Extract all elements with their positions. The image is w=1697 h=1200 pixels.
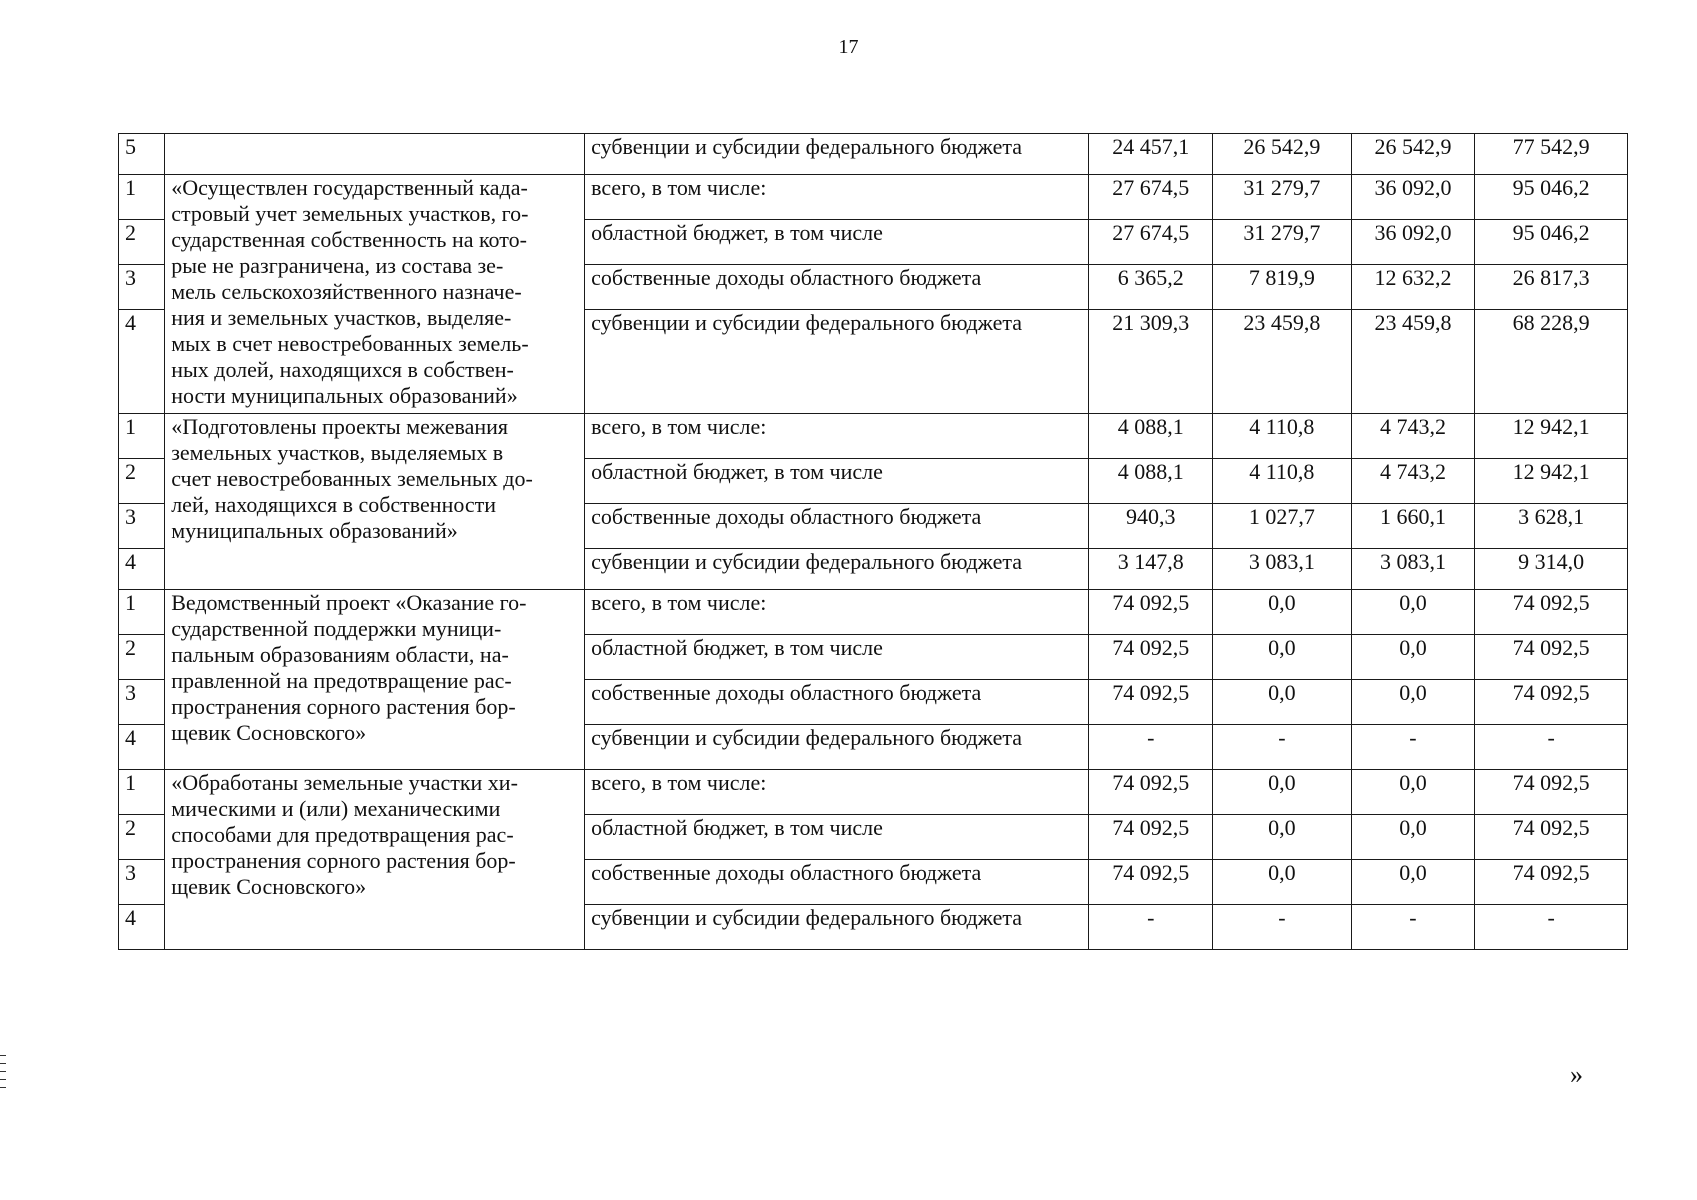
value-cell: 0,0 [1213,680,1352,725]
value-cell: 0,0 [1213,815,1352,860]
activity-name-line: «Осуществлен государственный када- [171,175,528,200]
activity-name-line: пальным образованиям области, на- [171,642,509,667]
value-cell: 27 674,5 [1089,220,1213,265]
row-number: 2 [119,220,165,265]
funding-source: собственные доходы областного бюджета [585,265,1089,310]
activity-name-line: пространения сорного растения бор- [171,694,516,719]
value-cell: 4 110,8 [1213,459,1352,504]
row-number: 5 [119,134,165,175]
value-cell: 9 314,0 [1475,549,1628,590]
value-cell: 27 674,5 [1089,175,1213,220]
value-cell: 26 542,9 [1351,134,1475,175]
value-cell: 7 819,9 [1213,265,1352,310]
value-cell: 0,0 [1351,815,1475,860]
value-cell: 4 110,8 [1213,414,1352,459]
value-cell: 74 092,5 [1475,770,1628,815]
value-cell: 1 027,7 [1213,504,1352,549]
value-cell: 0,0 [1351,860,1475,905]
activity-name-line: сударственной поддержки муници- [171,616,502,641]
funding-source: областной бюджет, в том числе [585,459,1089,504]
activity-name-line: правленной на предотвращение рас- [171,668,512,693]
value-cell: 36 092,0 [1351,220,1475,265]
value-cell: 74 092,5 [1089,680,1213,725]
row-number: 4 [119,725,165,770]
funding-source: субвенции и субсидии федерального бюджета [585,549,1089,590]
value-cell: 74 092,5 [1089,770,1213,815]
row-number: 4 [119,549,165,590]
activity-name-line: щевик Сосновского» [171,720,367,745]
activity-name [165,590,585,770]
scan-edge-marks [0,1055,6,1095]
row-number: 2 [119,635,165,680]
activity-name-line: Ведомственный проект «Оказание го- [171,590,527,615]
value-cell: 74 092,5 [1475,680,1628,725]
row-number: 3 [119,680,165,725]
funding-source: всего, в том числе: [585,175,1089,220]
value-cell: 3 628,1 [1475,504,1628,549]
value-cell: 31 279,7 [1213,175,1352,220]
value-cell: 0,0 [1351,635,1475,680]
activity-name-line: ности муниципальных образований» [171,383,518,408]
table-row [119,590,1628,635]
funding-source: собственные доходы областного бюджета [585,860,1089,905]
value-cell: 4 088,1 [1089,459,1213,504]
activity-name-line: рые не разграничена, из состава зе- [171,253,504,278]
value-cell: 95 046,2 [1475,175,1628,220]
value-cell: 74 092,5 [1475,860,1628,905]
value-cell: - [1475,725,1628,770]
page-number: 17 [838,36,859,58]
value-cell: 3 083,1 [1351,549,1475,590]
value-cell: 23 459,8 [1213,310,1352,414]
table-body [119,134,1628,950]
value-cell: 24 457,1 [1089,134,1213,175]
activity-name [165,770,585,950]
activity-name [165,414,585,590]
funding-source: субвенции и субсидии федерального бюджета [585,310,1089,414]
value-cell: 3 147,8 [1089,549,1213,590]
activity-name [165,175,585,414]
value-cell: 12 942,1 [1475,414,1628,459]
value-cell: 0,0 [1213,635,1352,680]
activity-name-line: мых в счет невостребованных земель- [171,331,529,356]
activity-name-line: ных долей, находящихся в собствен- [171,357,514,382]
value-cell: 1 660,1 [1351,504,1475,549]
funding-source: областной бюджет, в том числе [585,635,1089,680]
row-number: 1 [119,414,165,459]
value-cell: - [1475,905,1628,950]
value-cell: - [1089,725,1213,770]
activity-name-line: стровый учет земельных участков, го- [171,201,529,226]
funding-source: собственные доходы областного бюджета [585,680,1089,725]
value-cell: 74 092,5 [1089,860,1213,905]
activity-name-line: щевик Сосновского» [171,874,367,899]
value-cell: 74 092,5 [1475,590,1628,635]
value-cell: 4 743,2 [1351,414,1475,459]
value-cell: 0,0 [1351,590,1475,635]
funding-source: субвенции и субсидии федерального бюджета [585,905,1089,950]
row-number: 2 [119,459,165,504]
activity-name-line: «Обработаны земельные участки хи- [171,770,518,795]
value-cell: 0,0 [1351,680,1475,725]
value-cell: 21 309,3 [1089,310,1213,414]
value-cell: 77 542,9 [1475,134,1628,175]
activity-name-line: ния и земельных участков, выделяе- [171,305,512,330]
row-number: 3 [119,265,165,310]
funding-source: областной бюджет, в том числе [585,815,1089,860]
value-cell: - [1213,905,1352,950]
value-cell: 23 459,8 [1351,310,1475,414]
value-cell: 0,0 [1213,860,1352,905]
value-cell: 74 092,5 [1089,590,1213,635]
value-cell: 26 542,9 [1213,134,1352,175]
activity-name-line: муниципальных образований» [171,518,458,543]
activity-name-line: мель сельскохозяйственного назначе- [171,279,522,304]
value-cell: - [1351,905,1475,950]
table-row [119,175,1628,220]
activity-name-line: «Подготовлены проекты межевания [171,414,509,439]
activity-name-line: мическими и (или) механическими [171,796,501,821]
value-cell: 12 632,2 [1351,265,1475,310]
activity-name-line: счет невостребованных земельных до- [171,466,533,491]
value-cell: 4 088,1 [1089,414,1213,459]
value-cell: - [1351,725,1475,770]
value-cell: 74 092,5 [1475,635,1628,680]
value-cell: 0,0 [1351,770,1475,815]
value-cell: 36 092,0 [1351,175,1475,220]
funding-source: всего, в том числе: [585,590,1089,635]
value-cell: - [1213,725,1352,770]
value-cell: 95 046,2 [1475,220,1628,265]
row-number: 1 [119,590,165,635]
table-row [119,414,1628,459]
budget-table [118,133,1628,950]
row-number: 1 [119,770,165,815]
funding-source: субвенции и субсидии федерального бюджета [585,725,1089,770]
funding-source: собственные доходы областного бюджета [585,504,1089,549]
row-number: 4 [119,310,165,414]
row-number: 1 [119,175,165,220]
value-cell: 0,0 [1213,590,1352,635]
funding-source: субвенции и субсидии федерального бюджета [585,134,1089,175]
value-cell: 0,0 [1213,770,1352,815]
value-cell: 940,3 [1089,504,1213,549]
activity-name-line: пространения сорного растения бор- [171,848,516,873]
funding-source: всего, в том числе: [585,770,1089,815]
table-row [119,770,1628,815]
row-number: 3 [119,860,165,905]
funding-source: областной бюджет, в том числе [585,220,1089,265]
value-cell: 74 092,5 [1089,815,1213,860]
value-cell: 31 279,7 [1213,220,1352,265]
activity-name-line: способами для предотвращения рас- [171,822,514,847]
table-row [119,134,1628,175]
activity-name-line: земельных участков, выделяемых в [171,440,504,465]
value-cell: 3 083,1 [1213,549,1352,590]
row-number: 3 [119,504,165,549]
activity-name-line: сударственная собственность на кото- [171,227,527,252]
row-number: 2 [119,815,165,860]
value-cell: 74 092,5 [1475,815,1628,860]
value-cell: - [1089,905,1213,950]
row-number: 4 [119,905,165,950]
value-cell: 4 743,2 [1351,459,1475,504]
value-cell: 74 092,5 [1089,635,1213,680]
value-cell: 12 942,1 [1475,459,1628,504]
activity-name-line: лей, находящихся в собственности [171,492,497,517]
value-cell: 68 228,9 [1475,310,1628,414]
closing-quote: » [1570,1060,1583,1089]
value-cell: 26 817,3 [1475,265,1628,310]
funding-source: всего, в том числе: [585,414,1089,459]
row-name-empty [165,134,585,175]
value-cell: 6 365,2 [1089,265,1213,310]
